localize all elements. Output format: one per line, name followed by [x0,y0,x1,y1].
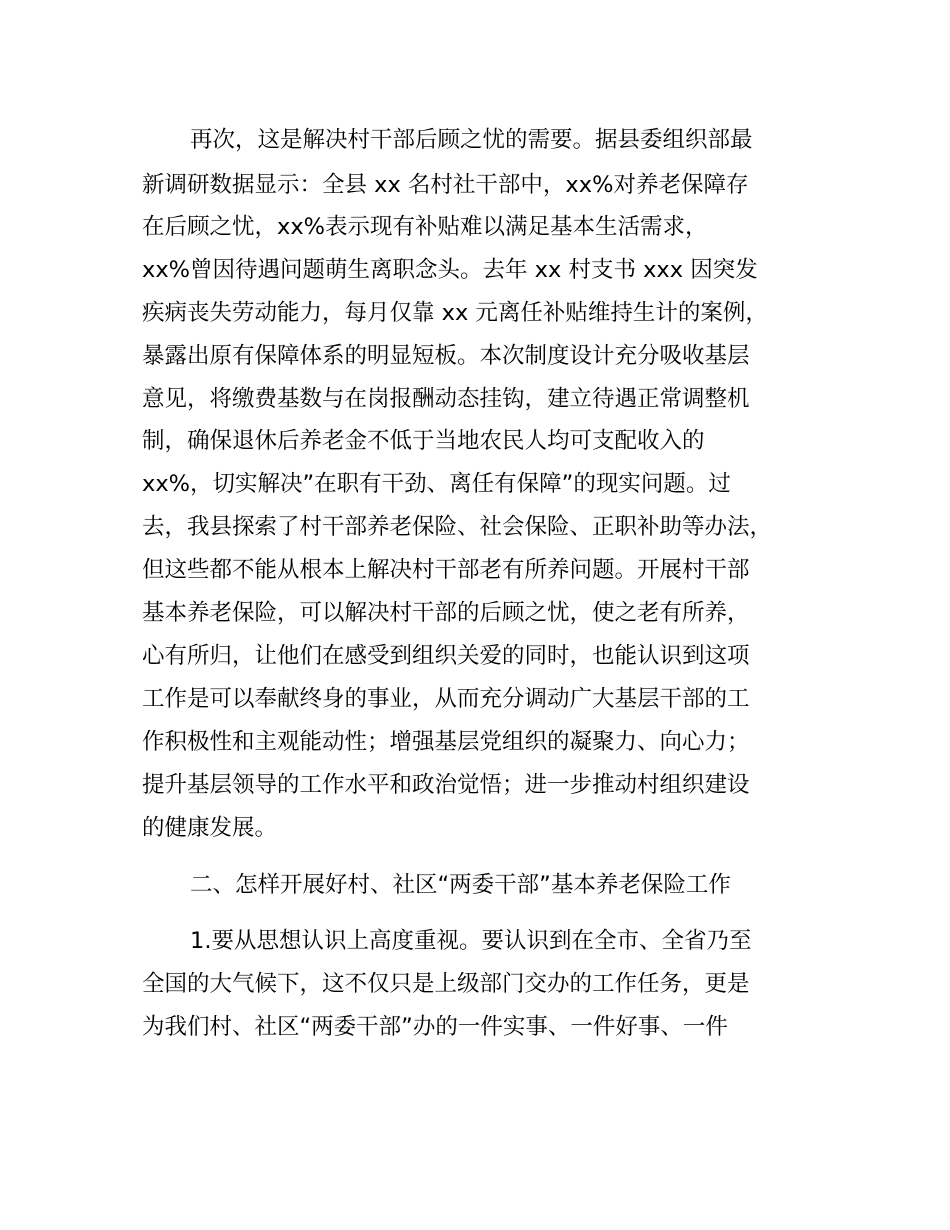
text-line: 心有所归，让他们在感受到组织关爱的同时，也能认识到这项 [142,643,750,669]
text-line: 新调研数据显示：全县 xx 名村社干部中，xx%对养老保障存 [142,172,749,198]
text-line: 去，我县探索了村干部养老保险、社会保险、正职补助等办法， [142,514,773,540]
text-line: 再次，这是解决村干部后顾之忧的需要。据县委组织部最 [190,127,753,153]
text-line: 提升基层领导的工作水平和政治觉悟；进一步推动村组织建设 [142,772,750,798]
text-line: 疾病丧失劳动能力，每月仅靠 xx 元离任补贴维持生计的案例， [142,300,768,326]
text-line: 意见，将缴费基数与在岗报酬动态挂钩，建立待遇正常调整机 [142,386,750,412]
text-line: 但这些都不能从根本上解决村干部老有所养问题。开展村干部 [142,557,750,583]
text-line: 作积极性和主观能动性；增强基层党组织的凝聚力、向心力； [142,729,750,755]
text-line: 暴露出原有保障体系的明显短板。本次制度设计充分吸收基层 [142,343,750,369]
text-line: 全国的大气候下，这不仅只是上级部门交办的工作任务，更是 [142,971,750,997]
text-line: 1.要从思想认识上高度重视。要认识到在全市、全省乃至 [190,928,752,954]
text-line: xx%曾因待遇问题萌生离职念头。去年 xx 村支书 xxx 因突发 [142,257,758,283]
text-line: 的健康发展。 [142,815,278,841]
text-line: 在后顾之忧，xx%表示现有补贴难以满足基本生活需求， [142,214,708,240]
text-line: 为我们村、社区“两委干部”办的一件实事、一件好事、一件 [142,1014,728,1040]
text-line: 制，确保退休后养老金不低于当地农民人均可支配收入的 [142,428,705,454]
section-heading: 二、怎样开展好村、社区“两委干部”基本养老保险工作 [190,872,731,898]
text-line: xx%，切实解决”在职有干劲、离任有保障”的现实问题。过 [142,471,731,497]
text-line: 基本养老保险，可以解决村干部的后顾之忧，使之老有所养， [142,600,750,626]
text-line: 工作是可以奉献终身的事业，从而充分调动广大基层干部的工 [142,686,750,712]
